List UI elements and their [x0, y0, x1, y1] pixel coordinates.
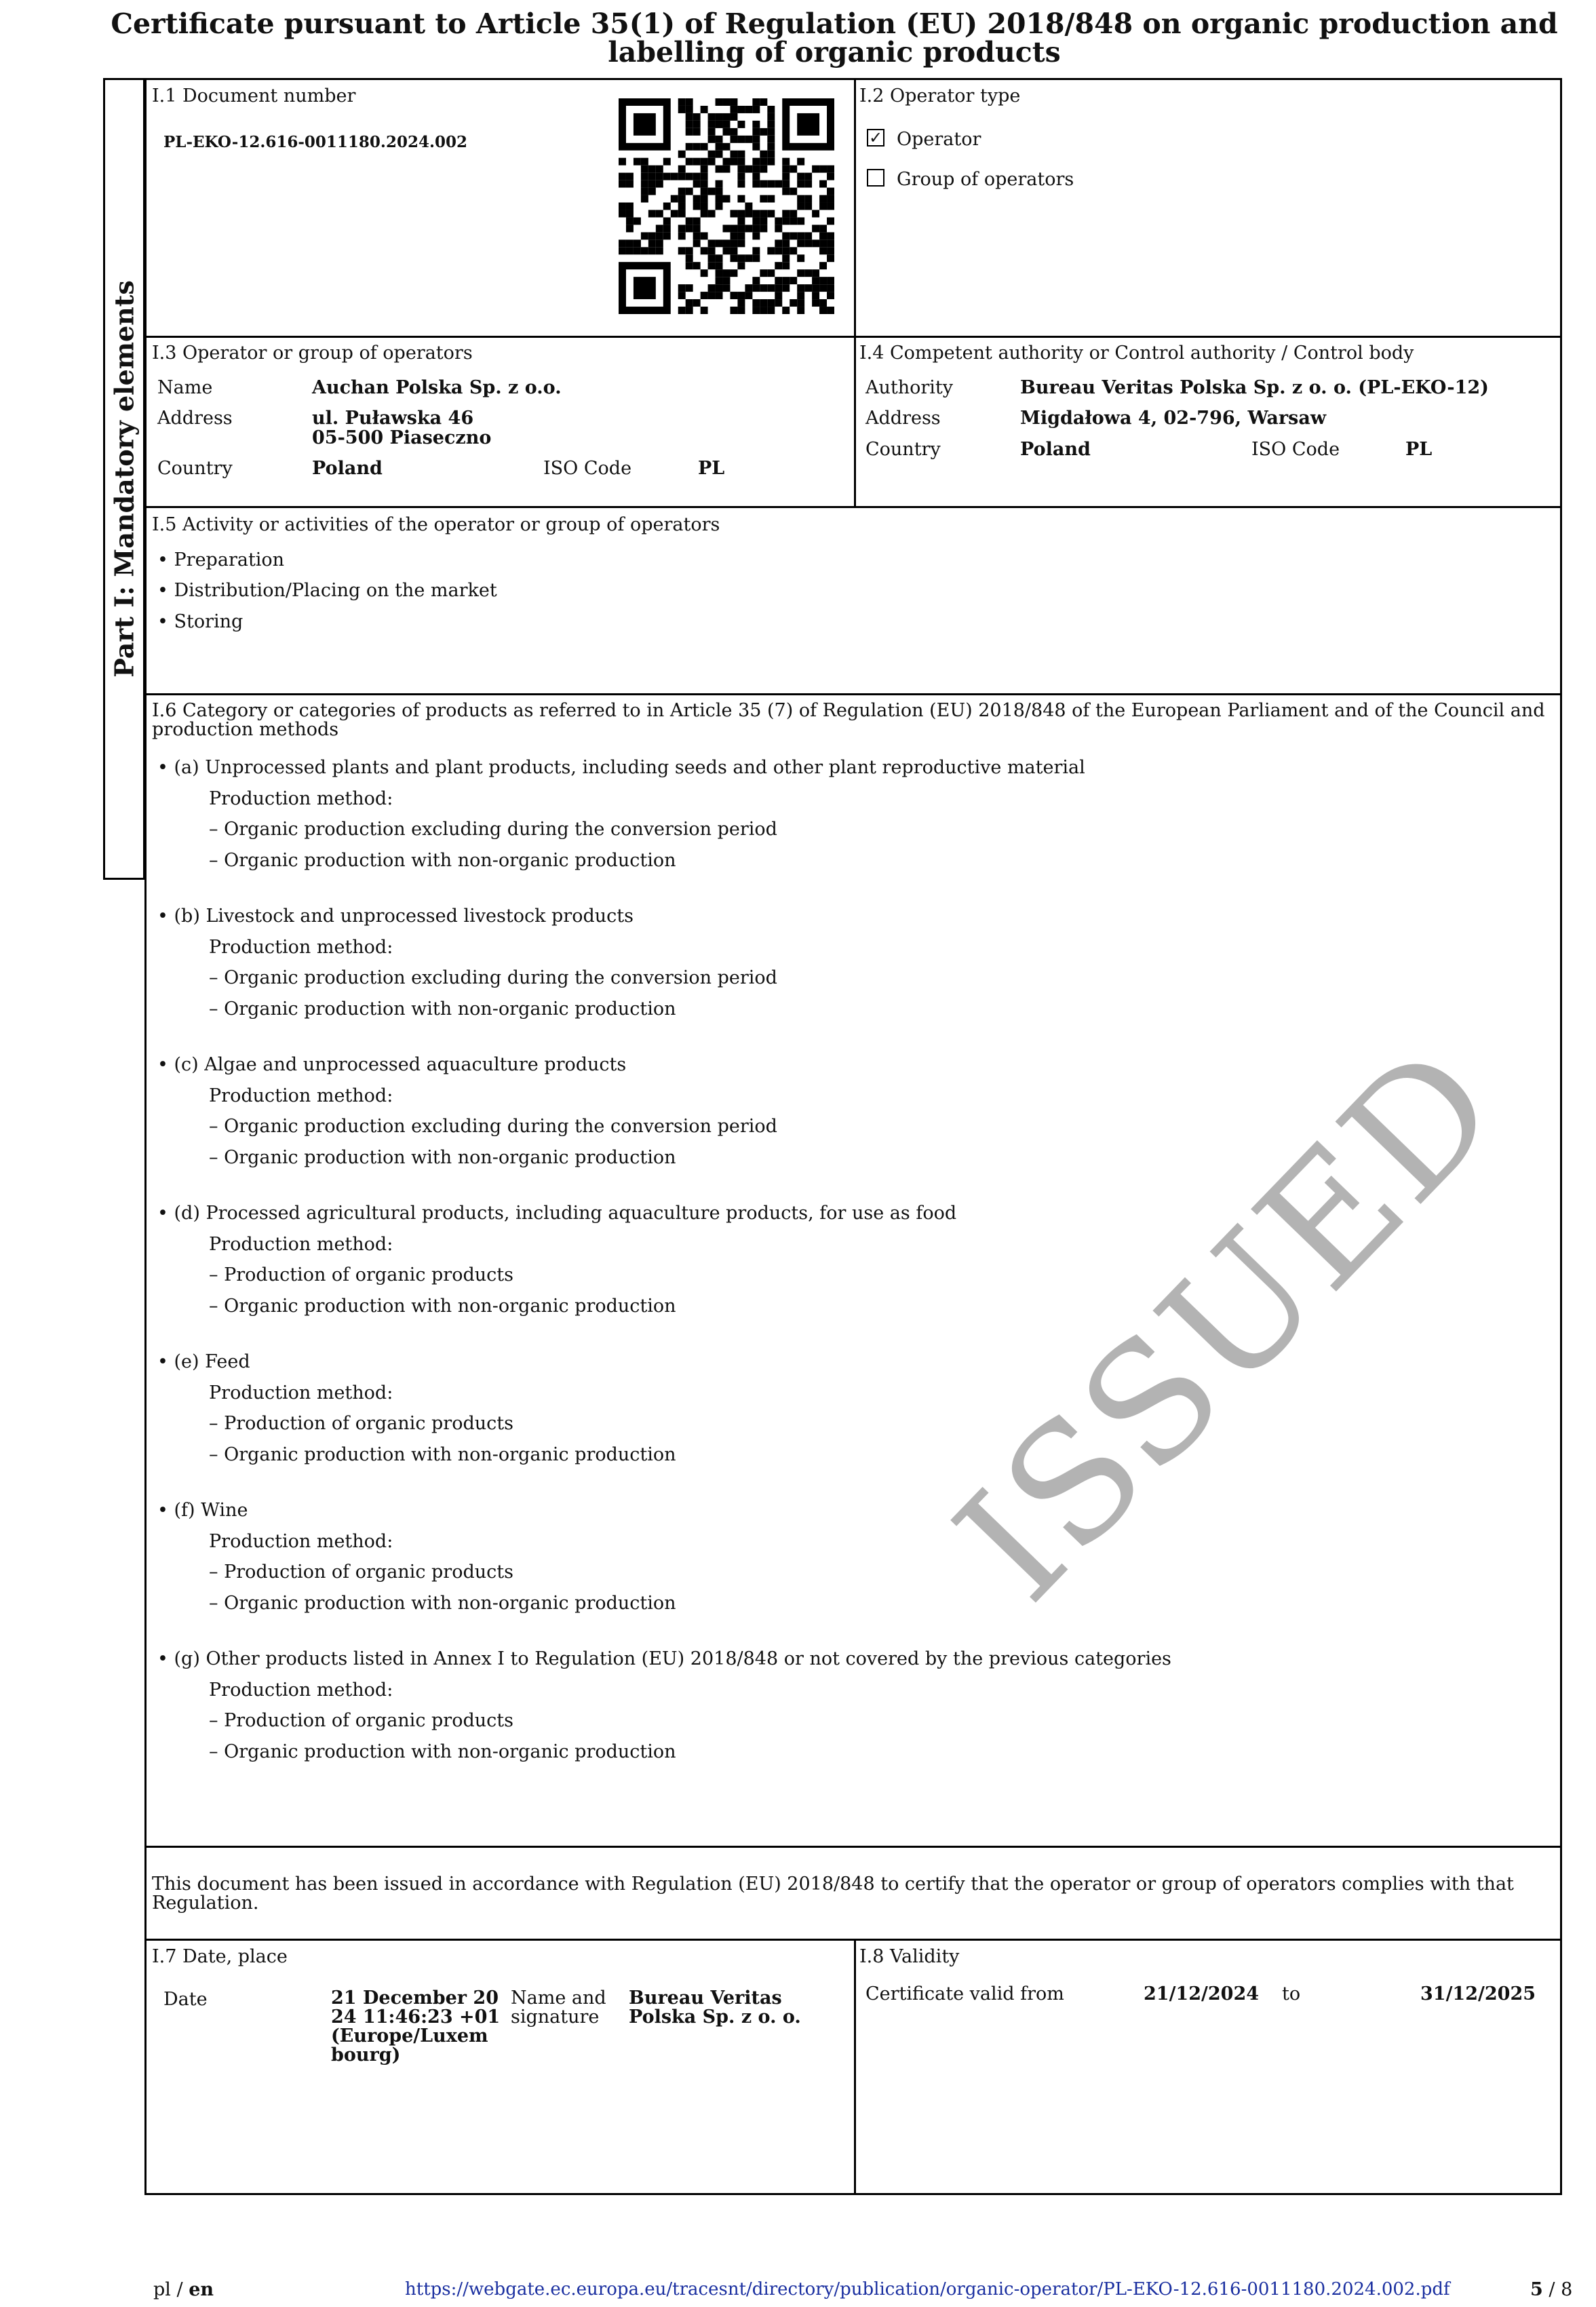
- address-label: Address: [157, 408, 233, 429]
- i8-label: I.8 Validity: [859, 1946, 960, 1967]
- operator-option-label: Operator: [897, 129, 981, 150]
- date-label: Date: [163, 1989, 208, 2010]
- activity-item: • Distribution/Placing on the market: [157, 580, 497, 601]
- production-method-item: – Production of organic products: [209, 1264, 513, 1286]
- signatory: Bureau Veritas Polska Sp. z o. o.: [629, 1988, 801, 2028]
- authority-iso-code: PL: [1405, 439, 1433, 460]
- document-number: PL-EKO-12.616-0011180.2024.002: [163, 133, 467, 151]
- production-method-item: – Organic production excluding during the conversion period: [209, 819, 777, 840]
- i5-label: I.5 Activity or activities of the operator or group of operators: [152, 514, 720, 535]
- i1-label: I.1 Document number: [152, 85, 356, 106]
- document-url-link[interactable]: https://webgate.ec.europa.eu/tracesnt/directory/publication/organic-operator/PL-EKO-12.616-0011180.2024.002.pdf: [405, 2279, 1450, 2300]
- production-method-label: Production method:: [209, 1233, 393, 1255]
- production-method-item: – Organic production with non-organic production: [209, 1146, 676, 1168]
- total-pages: 8: [1561, 2279, 1573, 2300]
- qr-code-icon: [619, 98, 834, 314]
- authority-address-label: Address: [865, 408, 941, 429]
- valid-to-date: 31/12/2025: [1420, 1983, 1536, 2004]
- operator-name: Auchan Polska Sp. z o.o.: [312, 377, 562, 398]
- production-method-item: – Production of organic products: [209, 1710, 513, 1732]
- authority-label: Authority: [865, 377, 954, 398]
- i2-label: I.2 Operator type: [859, 85, 1021, 106]
- section-i2: [854, 78, 1562, 338]
- group-option-label: Group of operators: [897, 169, 1074, 190]
- valid-from-label: Certificate valid from: [865, 1983, 1064, 2004]
- valid-to-label: to: [1282, 1983, 1301, 2004]
- lang-separator: /: [170, 2279, 189, 2300]
- production-method-item: – Organic production with non-organic production: [209, 998, 676, 1020]
- current-page: 5: [1530, 2279, 1543, 2300]
- production-method-item: – Organic production excluding during the conversion period: [209, 967, 777, 989]
- production-method-label: Production method:: [209, 1085, 393, 1106]
- part-label: Part I: Mandatory elements: [109, 280, 140, 678]
- production-method-item: – Production of organic products: [209, 1413, 513, 1435]
- category-title: • (d) Processed agricultural products, including aquaculture products, for use as food: [157, 1203, 957, 1224]
- language-switcher: [153, 2279, 214, 2300]
- i6-label: I.6 Category or categories of products as referred to in Article 35 (7) of Regulation (EU) 2018/848 of the European Parliament and of the Council and production methods: [152, 700, 1545, 740]
- iso-code-label: ISO Code: [543, 458, 632, 479]
- category-title: • (f) Wine: [157, 1500, 248, 1521]
- category-title: • (a) Unprocessed plants and plant products, including seeds and other plant reproductive material: [157, 757, 1085, 778]
- operator-iso-code: PL: [698, 458, 725, 479]
- production-method-label: Production method:: [209, 936, 393, 958]
- production-method-item: – Organic production with non-organic production: [209, 849, 676, 871]
- issued-watermark: ISSUED: [920, 1009, 1535, 1636]
- production-method-item: – Production of organic products: [209, 1562, 513, 1583]
- operator-address-line2: 05-500 Piaseczno: [312, 427, 492, 448]
- category-title: • (e) Feed: [157, 1351, 250, 1372]
- i7-label: I.7 Date, place: [152, 1946, 288, 1967]
- section-i7: [144, 1939, 856, 2195]
- issue-date: 21 December 2024 11:46:23 +01 (Europe/Luxembourg): [331, 1988, 501, 2066]
- lang-pl-link[interactable]: pl: [153, 2279, 171, 2300]
- authority-country-label: Country: [865, 439, 941, 460]
- lang-en-current: en: [189, 2279, 214, 2300]
- page-title: Certificate pursuant to Article 35(1) of Regulation (EU) 2018/848 on organic production and labelling of organic products: [111, 7, 1558, 69]
- page-indicator: [1530, 2279, 1572, 2300]
- production-method-label: Production method:: [209, 788, 393, 809]
- i3-label: I.3 Operator or group of operators: [152, 343, 473, 364]
- authority-address: Migdałowa 4, 02-796, Warsaw: [1020, 408, 1327, 429]
- page-separator: /: [1542, 2279, 1561, 2300]
- activity-item: • Storing: [157, 611, 244, 632]
- signature-label: Name and signature: [511, 1988, 606, 2028]
- country-label: Country: [157, 458, 233, 479]
- authority-country: Poland: [1020, 439, 1091, 460]
- name-label: Name: [157, 377, 213, 398]
- authority-name: Bureau Veritas Polska Sp. z o. o. (PL-EKO-12): [1020, 377, 1489, 398]
- category-title: • (b) Livestock and unprocessed livestock products: [157, 906, 634, 927]
- production-method-item: – Organic production with non-organic production: [209, 1443, 676, 1465]
- production-method-label: Production method:: [209, 1679, 393, 1701]
- production-method-item: – Organic production with non-organic production: [209, 1295, 676, 1317]
- production-method-label: Production method:: [209, 1382, 393, 1403]
- section-i8: [854, 1939, 1562, 2195]
- activity-item: • Preparation: [157, 549, 285, 570]
- production-method-item: – Organic production with non-organic production: [209, 1592, 676, 1614]
- authority-iso-label: ISO Code: [1251, 439, 1340, 460]
- i4-label: I.4 Competent authority or Control authority / Control body: [859, 343, 1414, 364]
- group-of-operators-checkbox[interactable]: [867, 169, 884, 187]
- category-title: • (c) Algae and unprocessed aquaculture products: [157, 1054, 627, 1075]
- production-method-item: – Organic production with non-organic production: [209, 1741, 676, 1762]
- operator-address-line1: ul. Puławska 46: [312, 408, 474, 429]
- production-method-label: Production method:: [209, 1530, 393, 1552]
- valid-from-date: 21/12/2024: [1144, 1983, 1260, 2004]
- production-method-item: – Organic production excluding during the conversion period: [209, 1116, 777, 1138]
- statement-text: This document has been issued in accordance with Regulation (EU) 2018/848 to certify that the operator or group of operators complies with that Regulation.: [152, 1874, 1514, 1914]
- operator-country: Poland: [312, 458, 383, 479]
- part-label-box: [103, 78, 145, 880]
- operator-checkbox[interactable]: ✓: [867, 129, 884, 147]
- category-title: • (g) Other products listed in Annex I to Regulation (EU) 2018/848 or not covered by the previous categories: [157, 1648, 1171, 1669]
